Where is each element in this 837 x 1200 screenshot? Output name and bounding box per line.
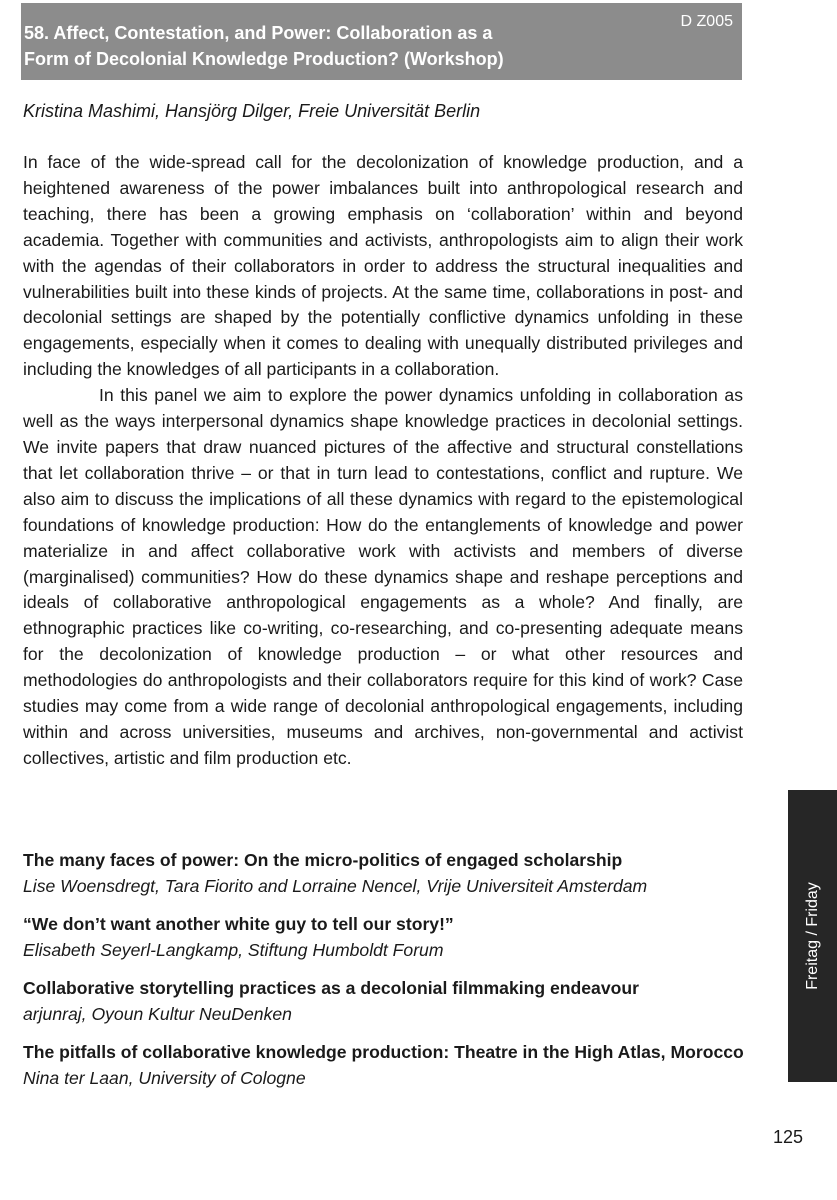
paper-list <box>23 847 763 1103</box>
paper-entry <box>23 975 763 1027</box>
day-tab-label: Freitag / Friday <box>803 882 821 990</box>
abstract-paragraph: In face of the wide-spread call for the decolonization of knowledge production, and a heightened awareness of the power imbalances built into anthropological research and teaching, there has been a growing emphasis on ‘collaboration’ within and beyond academia. Together with communities and activists, anthropologists aim to align their work with the agendas of their collaborators in order to address the structural inequalities and vulnerabilities built into these kinds of projects. At the same time, collaborations in post- and decolonial settings are shaped by the potentially conflictive dynamics unfolding in these engagements, especially when it comes to dealing with unequally distributed privileges and including the knowledges of all participants in a collaboration. <box>23 152 743 380</box>
paper-title: Collaborative storytelling practices as a decolonial filmmaking endeavour <box>23 978 639 998</box>
page-number: 125 <box>772 1127 803 1147</box>
paper-title: The many faces of power: On the micro-politics of engaged scholarship <box>23 850 623 870</box>
paper-entry <box>23 847 763 899</box>
paper-title: The pitfalls of collaborative knowledge production: Theatre in the High Atlas, Morocco <box>23 1042 744 1062</box>
paper-authors: Lise Woensdregt, Tara Fiorito and Lorraine Nencel, Vrije Universiteit Amsterdam <box>23 876 648 896</box>
session-abstract <box>23 150 743 772</box>
paper-authors: Elisabeth Seyerl-Langkamp, Stiftung Humboldt Forum <box>23 940 444 960</box>
abstract-paragraph: In this panel we aim to explore the power dynamics unfolding in collaboration as well as the ways interpersonal dynamics shape knowledge practices in decolonial settings. We invite papers that draw nuanced pictures of the affective and structural constellations that let collaboration thrive – or that in turn lead to contestations, conflict and rupture. We also aim to discuss the implications of all these dynamics with regard to the epistemological foundations of knowledge production: How do the entanglements of knowledge and power materialize in and affect collaborative work with activists and members of diverse (marginalised) communities? How do these dynamics shape and reshape perceptions and ideals of collaborative anthropological engagements as a whole? And finally, are ethnographic practices like co-writing, co-researching, and co-presenting adequate means for the decolonization of knowledge production – or what other resources and methodologies do anthropologists and their collaborators require for this kind of work? Case studies may come from a wide range of decolonial anthropological engagements, including within and across universities, museums and archives, non-governmental and activist collectives, artistic and film production etc. <box>23 385 743 768</box>
room-label: D Z005 <box>680 13 733 30</box>
paper-entry <box>23 1039 763 1091</box>
day-tab <box>788 790 837 1082</box>
paper-authors: Nina ter Laan, University of Cologne <box>23 1068 306 1088</box>
paper-authors: arjunraj, Oyoun Kultur NeuDenken <box>23 1004 292 1024</box>
session-organizers: Kristina Mashimi, Hansjörg Dilger, Freie Universität Berlin <box>23 101 481 121</box>
paper-title: “We don’t want another white guy to tell our story!” <box>23 914 454 934</box>
session-header <box>21 3 742 80</box>
session-title: 58. Affect, Contestation, and Power: Collaboration as a Form of Decolonial Knowledge Production? (Workshop) <box>24 23 504 69</box>
paper-entry <box>23 911 763 963</box>
